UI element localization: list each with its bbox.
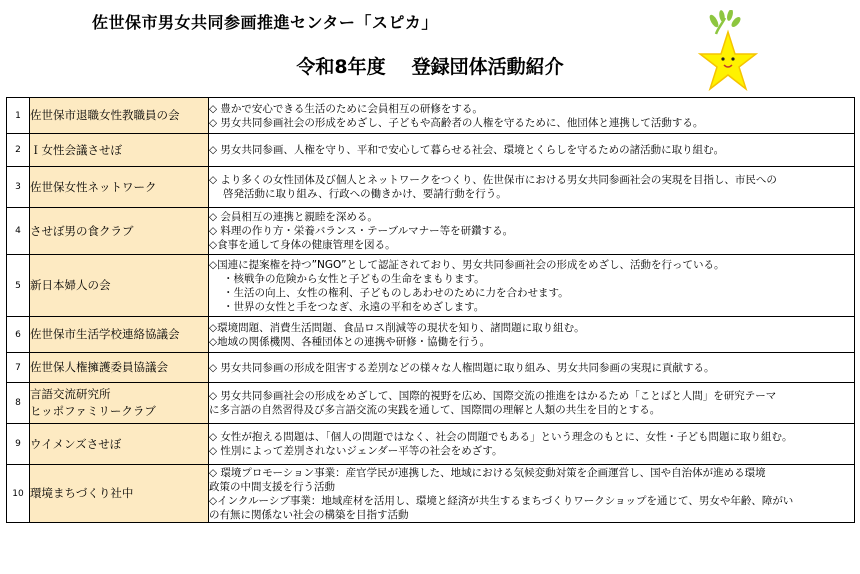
table-row bbox=[7, 424, 855, 465]
group-name bbox=[30, 383, 209, 424]
table-row bbox=[7, 383, 855, 424]
group-name-line: Ｉ女性会議させぼ bbox=[30, 142, 122, 157]
activity-description bbox=[209, 208, 855, 255]
description-line: ◇ 男女共同参画社会の形成をめざして、国際的視野を広め、国際交流の推進をはかるため「ことばと人間」を研究テーマ bbox=[209, 390, 777, 402]
description-line: ◇食事を通して身体の健康管理を図る。 bbox=[209, 239, 396, 251]
description-line: ◇ 男女共同参画社会の形成をめざし、子どもや高齢者の人権を守るために、他団体と連携して活動する。 bbox=[209, 116, 704, 129]
fiscal-year: 令和8年度 bbox=[296, 56, 386, 78]
table-row bbox=[7, 353, 855, 383]
star-mascot-icon bbox=[692, 10, 758, 92]
description-line: ◇ 男女共同参画の形成を阻害する差別などの様々な人権問題に取り組み、男女共同参画の実現に貢献する。 bbox=[209, 361, 715, 374]
description-line: ・世界の女性と手をつなぎ、永遠の平和をめざします。 bbox=[223, 300, 485, 313]
activity-description bbox=[209, 134, 855, 167]
description-line: ◇国連に提案権を持つ”NGO”として認証されており、男女共同参画社会の形成をめざし、活動を行っている。 bbox=[209, 258, 725, 271]
activity-description bbox=[209, 424, 855, 465]
table-row bbox=[7, 134, 855, 167]
description-line: ◇インクルーシブ事業：地域産材を活用し、環境と経済が共生するまちづくりワークショップを通じて、男女や年齢、障がい bbox=[209, 494, 794, 507]
row-number: 10 bbox=[7, 465, 30, 523]
description-line: ◇環境問題、消費生活問題、食品ロス削減等の現状を知り、諸問題に取り組む。 bbox=[209, 321, 585, 334]
row-number: 6 bbox=[7, 317, 30, 353]
row-number: 9 bbox=[7, 424, 30, 465]
description-line: の有無に関係ない社会の構築を目指す活動 bbox=[209, 508, 409, 521]
group-name bbox=[30, 167, 209, 208]
row-number: 4 bbox=[7, 208, 30, 255]
row-number: 7 bbox=[7, 353, 30, 383]
group-name bbox=[30, 134, 209, 167]
group-name bbox=[30, 424, 209, 465]
row-number: 5 bbox=[7, 255, 30, 317]
row-number: 8 bbox=[7, 383, 30, 424]
group-name bbox=[30, 353, 209, 383]
group-name-line: 佐世保人権擁護委員協議会 bbox=[30, 360, 168, 374]
registered-groups-table bbox=[6, 97, 855, 523]
activity-description bbox=[209, 167, 855, 208]
activity-description bbox=[209, 353, 855, 383]
row-number: 2 bbox=[7, 134, 30, 167]
group-name-line: 環境まちづくり社中 bbox=[30, 486, 134, 500]
group-name bbox=[30, 255, 209, 317]
table-row bbox=[7, 208, 855, 255]
description-line: ◇ 料理の作り方・栄養バランス・テーブルマナー等を研鑽する。 bbox=[209, 225, 514, 237]
table-row bbox=[7, 317, 855, 353]
group-name-line: 佐世保市生活学校連絡協議会 bbox=[30, 327, 180, 341]
description-line: ◇ 男女共同参画、人権を守り、平和で安心して暮らせる社会、環境とくらしを守るための諸活動に取り組む。 bbox=[209, 144, 725, 156]
group-name-line: 新日本婦人の会 bbox=[30, 278, 111, 292]
activity-description bbox=[209, 317, 855, 353]
description-line: ◇地域の関係機関、各種団体との連携や研修・協働を行う。 bbox=[209, 335, 491, 348]
title-text: 登録団体活動紹介 bbox=[411, 56, 564, 78]
table-row bbox=[7, 255, 855, 317]
group-name bbox=[30, 98, 209, 134]
activity-description bbox=[209, 98, 855, 134]
table-row bbox=[7, 98, 855, 134]
description-line: ◇ 会員相互の連携と親睦を深める。 bbox=[209, 211, 378, 223]
group-name-line: 佐世保女性ネットワーク bbox=[30, 179, 157, 194]
description-line: に多言語の自然習得及び多言語交流の実践を通して、国際間の理解と人類の共生を目的とする。 bbox=[209, 404, 661, 416]
description-line: 啓発活動に取り組み、行政への働きかけ、要請行動を行う。 bbox=[223, 188, 507, 200]
description-line: ◇ 性別によって差別されないジェンダー平等の社会をめざす。 bbox=[209, 445, 503, 457]
activity-description bbox=[209, 465, 855, 523]
description-line: ◇ 豊かで安心できる生活のために会員相互の研修をする。 bbox=[209, 102, 483, 115]
row-number: 1 bbox=[7, 98, 30, 134]
description-line: ・生活の向上、女性の権利、子どものしあわせのために力を合わせます。 bbox=[223, 286, 569, 299]
row-number: 3 bbox=[7, 167, 30, 208]
description-line: ◇ より多くの女性団体及び個人とネットワークをつくり、佐世保市における男女共同参画社会の実現を目指し、市民への bbox=[209, 174, 777, 186]
group-name bbox=[30, 465, 209, 523]
group-name bbox=[30, 208, 209, 255]
table-row bbox=[7, 167, 855, 208]
description-line: ◇ 環境プロモーション事業：産官学民が連携した、地域における気候変動対策を企画運営し、国や自治体が進める環境 bbox=[209, 466, 766, 479]
description-line: ◇ 女性が抱える問題は、「個人の問題ではなく、社会の問題でもある」という理念のもとに、女性・子ども問題に取り組む。 bbox=[209, 431, 793, 443]
organization-title: 佐世保市男女共同参画推進センター「スピカ」 bbox=[92, 13, 438, 32]
group-name-line: ウイメンズさせぼ bbox=[30, 436, 122, 451]
group-name-line: させぼ男の食クラブ bbox=[30, 223, 134, 238]
group-name bbox=[30, 317, 209, 353]
description-line: ・核戦争の危険から女性と子どもの生命をまもります。 bbox=[223, 272, 485, 285]
group-name-line: 佐世保市退職女性教職員の会 bbox=[30, 108, 180, 122]
table-row bbox=[7, 465, 855, 523]
description-line: 政策の中間支援を行う活動 bbox=[209, 480, 335, 493]
activity-description bbox=[209, 383, 855, 424]
activity-description bbox=[209, 255, 855, 317]
group-name-line: 言語交流研究所 bbox=[30, 387, 111, 401]
group-name-line: ヒッポファミリークラブ bbox=[30, 404, 156, 418]
